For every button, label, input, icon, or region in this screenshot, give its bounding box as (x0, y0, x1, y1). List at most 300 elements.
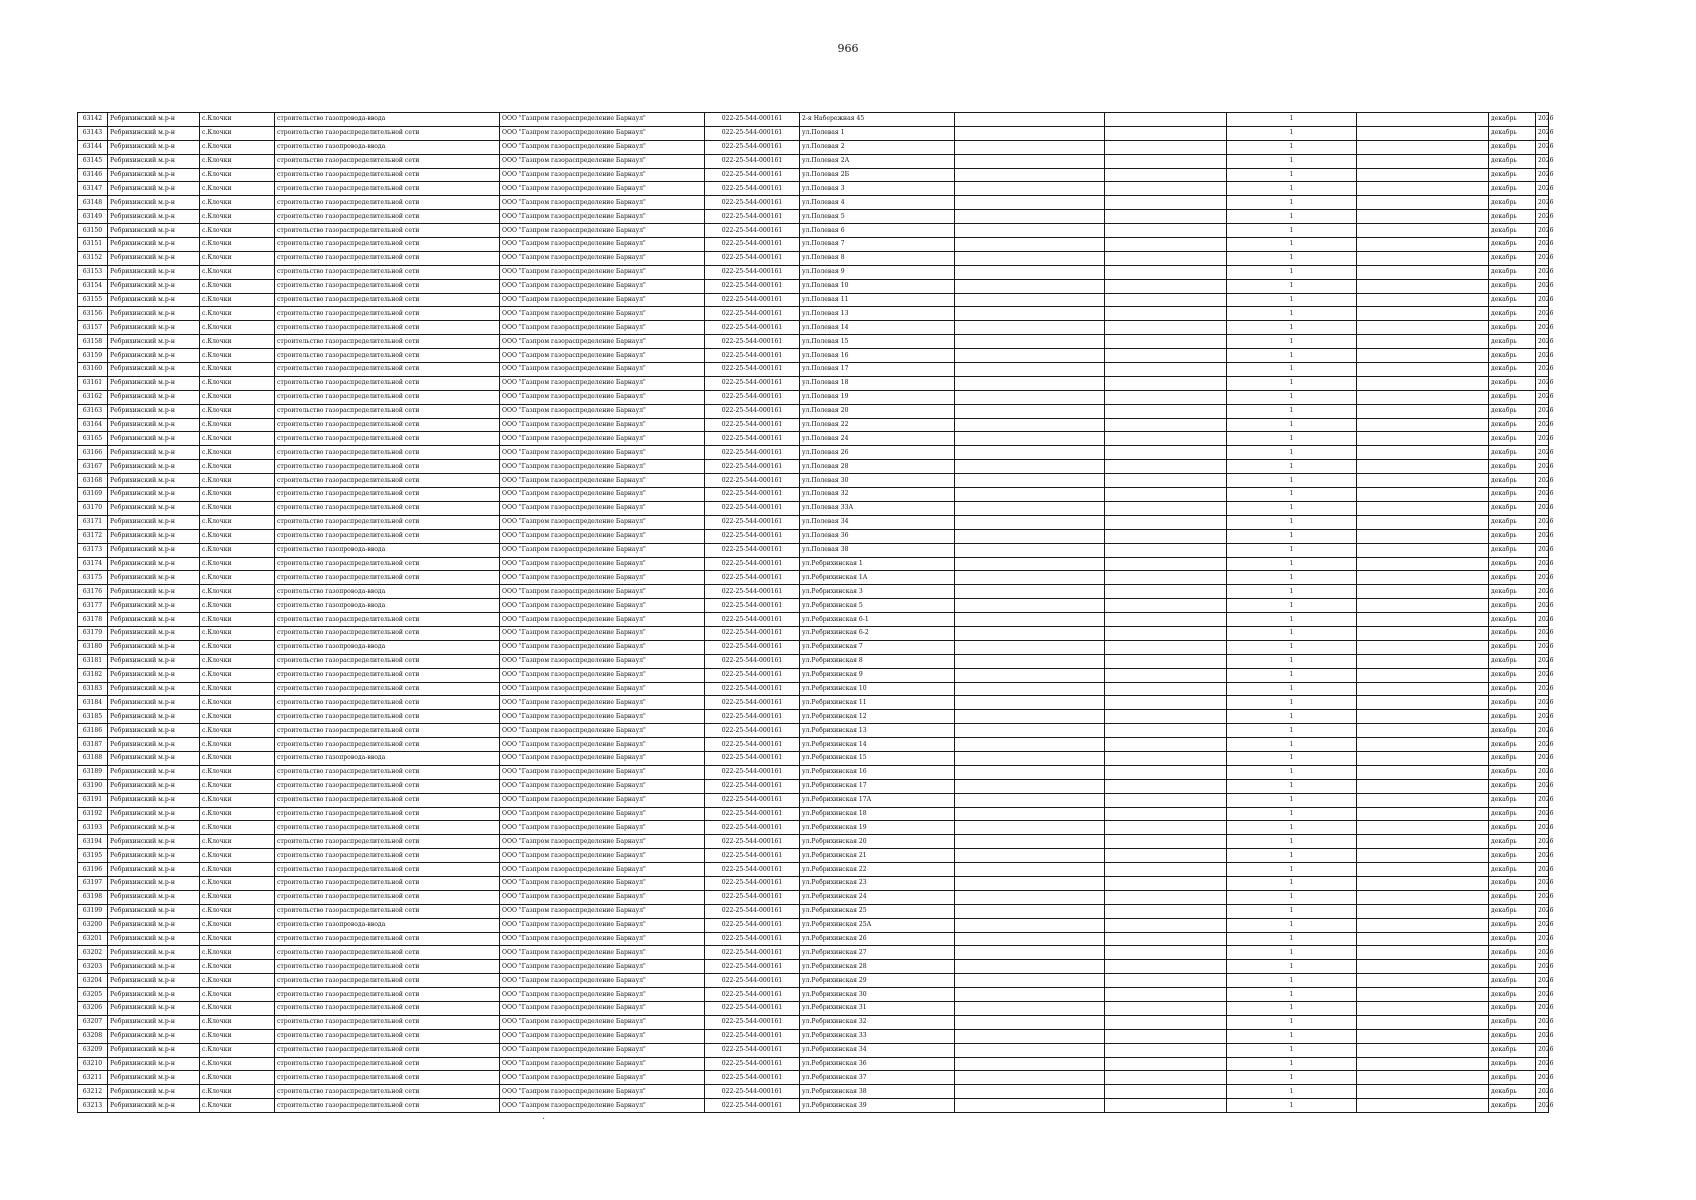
district-cell: Ребрихинский м.р-н (108, 599, 200, 613)
table-row (78, 335, 1549, 349)
year-cell: 2026 (1536, 349, 1549, 363)
month-cell: декабрь (1489, 904, 1536, 918)
row-number-cell: 63180 (78, 640, 108, 654)
empty-cell (1357, 154, 1489, 168)
table-row (78, 765, 1549, 779)
quantity-cell: 1 (1227, 1015, 1357, 1029)
empty-cell (955, 724, 1105, 738)
work-type-cell: строительство газораспределительной сети (275, 557, 500, 571)
empty-cell (1105, 168, 1227, 182)
year-cell: 2026 (1536, 918, 1549, 932)
table-row (78, 168, 1549, 182)
empty-cell (1105, 571, 1227, 585)
organization-cell: ООО "Газпром газораспределение Барнаул" (500, 876, 705, 890)
address-cell: ул.Ребрихинская 17 (800, 779, 955, 793)
address-cell: ул.Полевая 26 (800, 446, 955, 460)
row-number-cell: 63203 (78, 960, 108, 974)
organization-cell: ООО "Газпром газораспределение Барнаул" (500, 765, 705, 779)
empty-cell (955, 501, 1105, 515)
empty-cell (1357, 640, 1489, 654)
empty-cell (955, 585, 1105, 599)
organization-cell: ООО "Газпром газораспределение Барнаул" (500, 1002, 705, 1016)
empty-cell (1105, 1071, 1227, 1085)
table-row (78, 918, 1549, 932)
table-row (78, 876, 1549, 890)
work-type-cell: строительство газораспределительной сети (275, 474, 500, 488)
district-cell: Ребрихинский м.р-н (108, 876, 200, 890)
address-cell: ул.Ребрихинская 18 (800, 807, 955, 821)
registry-number-cell: 022-25-544-000161 (705, 932, 800, 946)
year-cell: 2026 (1536, 613, 1549, 627)
year-cell: 2026 (1536, 182, 1549, 196)
empty-cell (1357, 946, 1489, 960)
district-cell: Ребрихинский м.р-н (108, 585, 200, 599)
settlement-cell: с.Клочки (200, 835, 275, 849)
row-number-cell: 63187 (78, 738, 108, 752)
settlement-cell: с.Клочки (200, 863, 275, 877)
empty-cell (1105, 182, 1227, 196)
year-cell: 2026 (1536, 640, 1549, 654)
row-number-cell: 63198 (78, 890, 108, 904)
empty-cell (955, 974, 1105, 988)
empty-cell (1357, 557, 1489, 571)
empty-cell (955, 474, 1105, 488)
month-cell: декабрь (1489, 140, 1536, 154)
empty-cell (1105, 613, 1227, 627)
empty-cell (1357, 807, 1489, 821)
organization-cell: ООО "Газпром газораспределение Барнаул" (500, 515, 705, 529)
work-type-cell: строительство газораспределительной сети (275, 765, 500, 779)
month-cell: декабрь (1489, 974, 1536, 988)
district-cell: Ребрихинский м.р-н (108, 1002, 200, 1016)
settlement-cell: с.Клочки (200, 529, 275, 543)
settlement-cell: с.Клочки (200, 779, 275, 793)
quantity-cell: 1 (1227, 960, 1357, 974)
table-row (78, 293, 1549, 307)
month-cell: декабрь (1489, 613, 1536, 627)
empty-cell (1357, 571, 1489, 585)
district-cell: Ребрихинский м.р-н (108, 224, 200, 238)
table-row (78, 904, 1549, 918)
table-row (78, 279, 1549, 293)
empty-cell (1357, 682, 1489, 696)
district-cell: Ребрихинский м.р-н (108, 335, 200, 349)
table-row (78, 251, 1549, 265)
settlement-cell: с.Клочки (200, 1043, 275, 1057)
organization-cell: ООО "Газпром газораспределение Барнаул" (500, 1015, 705, 1029)
work-type-cell: строительство газопровода-ввода (275, 640, 500, 654)
address-cell: ул.Ребрихинская 34 (800, 1043, 955, 1057)
year-cell: 2026 (1536, 946, 1549, 960)
settlement-cell: с.Клочки (200, 974, 275, 988)
quantity-cell: 1 (1227, 376, 1357, 390)
address-cell: ул.Полевая 34 (800, 515, 955, 529)
table-row (78, 821, 1549, 835)
page-number: 966 (837, 42, 859, 55)
row-number-cell: 63159 (78, 349, 108, 363)
empty-cell (955, 640, 1105, 654)
year-cell: 2026 (1536, 1071, 1549, 1085)
year-cell: 2026 (1536, 904, 1549, 918)
empty-cell (1357, 1015, 1489, 1029)
empty-cell (1105, 363, 1227, 377)
settlement-cell: с.Клочки (200, 126, 275, 140)
organization-cell: ООО "Газпром газораспределение Барнаул" (500, 654, 705, 668)
work-type-cell: строительство газораспределительной сети (275, 251, 500, 265)
month-cell: декабрь (1489, 1099, 1536, 1113)
month-cell: декабрь (1489, 724, 1536, 738)
work-type-cell: строительство газораспределительной сети (275, 849, 500, 863)
quantity-cell: 1 (1227, 557, 1357, 571)
month-cell: декабрь (1489, 863, 1536, 877)
organization-cell: ООО "Газпром газораспределение Барнаул" (500, 946, 705, 960)
empty-cell (955, 140, 1105, 154)
year-cell: 2026 (1536, 390, 1549, 404)
registry-number-cell: 022-25-544-000161 (705, 154, 800, 168)
district-cell: Ребрихинский м.р-н (108, 251, 200, 265)
row-number-cell: 63158 (78, 335, 108, 349)
month-cell: декабрь (1489, 154, 1536, 168)
registry-number-cell: 022-25-544-000161 (705, 751, 800, 765)
table-row (78, 960, 1549, 974)
settlement-cell: с.Клочки (200, 751, 275, 765)
district-cell: Ребрихинский м.р-н (108, 307, 200, 321)
quantity-cell: 1 (1227, 1085, 1357, 1099)
empty-cell (955, 460, 1105, 474)
year-cell: 2026 (1536, 890, 1549, 904)
empty-cell (955, 599, 1105, 613)
quantity-cell: 1 (1227, 738, 1357, 752)
empty-cell (1357, 210, 1489, 224)
work-type-cell: строительство газораспределительной сети (275, 710, 500, 724)
table-row (78, 807, 1549, 821)
year-cell: 2026 (1536, 279, 1549, 293)
organization-cell: ООО "Газпром газораспределение Барнаул" (500, 154, 705, 168)
table-row (78, 585, 1549, 599)
registry-number-cell: 022-25-544-000161 (705, 904, 800, 918)
organization-cell: ООО "Газпром газораспределение Барнаул" (500, 224, 705, 238)
quantity-cell: 1 (1227, 404, 1357, 418)
month-cell: декабрь (1489, 390, 1536, 404)
quantity-cell: 1 (1227, 585, 1357, 599)
district-cell: Ребрихинский м.р-н (108, 849, 200, 863)
year-cell: 2026 (1536, 876, 1549, 890)
organization-cell: ООО "Газпром газораспределение Барнаул" (500, 140, 705, 154)
empty-cell (1357, 335, 1489, 349)
registry-number-cell: 022-25-544-000161 (705, 321, 800, 335)
empty-cell (955, 765, 1105, 779)
address-cell: ул.Ребрихинская 9 (800, 668, 955, 682)
work-type-cell: строительство газораспределительной сети (275, 613, 500, 627)
quantity-cell: 1 (1227, 140, 1357, 154)
empty-cell (955, 126, 1105, 140)
table-row (78, 779, 1549, 793)
empty-cell (1357, 751, 1489, 765)
district-cell: Ребрихинский м.р-н (108, 1057, 200, 1071)
year-cell: 2026 (1536, 974, 1549, 988)
empty-cell (955, 307, 1105, 321)
address-cell: ул.Ребрихинская 36 (800, 1057, 955, 1071)
table-row (78, 1071, 1549, 1085)
registry-number-cell: 022-25-544-000161 (705, 890, 800, 904)
month-cell: декабрь (1489, 446, 1536, 460)
table-row (78, 1099, 1549, 1113)
settlement-cell: с.Клочки (200, 418, 275, 432)
organization-cell: ООО "Газпром газораспределение Барнаул" (500, 446, 705, 460)
address-cell: ул.Ребрихинская 29 (800, 974, 955, 988)
settlement-cell: с.Клочки (200, 1057, 275, 1071)
organization-cell: ООО "Газпром газораспределение Барнаул" (500, 1099, 705, 1113)
empty-cell (1105, 279, 1227, 293)
work-type-cell: строительство газораспределительной сети (275, 1015, 500, 1029)
work-type-cell: строительство газораспределительной сети (275, 779, 500, 793)
row-number-cell: 63189 (78, 765, 108, 779)
settlement-cell: с.Клочки (200, 460, 275, 474)
empty-cell (1105, 238, 1227, 252)
table-row (78, 432, 1549, 446)
settlement-cell: с.Клочки (200, 210, 275, 224)
empty-cell (1357, 793, 1489, 807)
work-type-cell: строительство газораспределительной сети (275, 988, 500, 1002)
empty-cell (955, 251, 1105, 265)
district-cell: Ребрихинский м.р-н (108, 557, 200, 571)
empty-cell (1357, 585, 1489, 599)
year-cell: 2026 (1536, 682, 1549, 696)
settlement-cell: с.Клочки (200, 807, 275, 821)
address-cell: ул.Ребрихинская 3 (800, 585, 955, 599)
registry-number-cell: 022-25-544-000161 (705, 849, 800, 863)
empty-cell (1357, 321, 1489, 335)
empty-cell (1105, 918, 1227, 932)
empty-cell (1357, 349, 1489, 363)
registry-number-cell: 022-25-544-000161 (705, 210, 800, 224)
work-type-cell: строительство газораспределительной сети (275, 432, 500, 446)
empty-cell (1105, 335, 1227, 349)
registry-number-cell: 022-25-544-000161 (705, 571, 800, 585)
quantity-cell: 1 (1227, 1071, 1357, 1085)
registry-number-cell: 022-25-544-000161 (705, 196, 800, 210)
row-number-cell: 63181 (78, 654, 108, 668)
month-cell: декабрь (1489, 196, 1536, 210)
address-cell: ул.Ребрихинская 20 (800, 835, 955, 849)
registry-number-cell: 022-25-544-000161 (705, 1099, 800, 1113)
organization-cell: ООО "Газпром газораспределение Барнаул" (500, 807, 705, 821)
month-cell: декабрь (1489, 738, 1536, 752)
empty-cell (1357, 1071, 1489, 1085)
empty-cell (1357, 626, 1489, 640)
row-number-cell: 63163 (78, 404, 108, 418)
month-cell: декабрь (1489, 251, 1536, 265)
row-number-cell: 63172 (78, 529, 108, 543)
empty-cell (955, 751, 1105, 765)
empty-cell (1105, 890, 1227, 904)
table-row (78, 988, 1549, 1002)
year-cell: 2026 (1536, 1015, 1549, 1029)
district-cell: Ребрихинский м.р-н (108, 265, 200, 279)
address-cell: ул.Полевая 10 (800, 279, 955, 293)
month-cell: декабрь (1489, 946, 1536, 960)
settlement-cell: с.Клочки (200, 154, 275, 168)
empty-cell (1357, 724, 1489, 738)
address-cell: ул.Полевая 19 (800, 390, 955, 404)
work-type-cell: строительство газораспределительной сети (275, 1002, 500, 1016)
work-type-cell: строительство газораспределительной сети (275, 390, 500, 404)
empty-cell (1357, 779, 1489, 793)
address-cell: ул.Ребрихинская 25 (800, 904, 955, 918)
organization-cell: ООО "Газпром газораспределение Барнаул" (500, 835, 705, 849)
work-type-cell: строительство газораспределительной сети (275, 904, 500, 918)
empty-cell (1357, 904, 1489, 918)
empty-cell (955, 1043, 1105, 1057)
address-cell: ул.Ребрихинская 30 (800, 988, 955, 1002)
settlement-cell: с.Клочки (200, 613, 275, 627)
year-cell: 2026 (1536, 807, 1549, 821)
work-type-cell: строительство газораспределительной сети (275, 960, 500, 974)
settlement-cell: с.Клочки (200, 890, 275, 904)
work-type-cell: строительство газораспределительной сети (275, 335, 500, 349)
district-cell: Ребрихинский м.р-н (108, 988, 200, 1002)
address-cell: ул.Ребрихинская 31 (800, 1002, 955, 1016)
settlement-cell: с.Клочки (200, 932, 275, 946)
row-number-cell: 63199 (78, 904, 108, 918)
organization-cell: ООО "Газпром газораспределение Барнаул" (500, 640, 705, 654)
year-cell: 2026 (1536, 738, 1549, 752)
empty-cell (955, 224, 1105, 238)
table-row (78, 1043, 1549, 1057)
district-cell: Ребрихинский м.р-н (108, 710, 200, 724)
registry-number-cell: 022-25-544-000161 (705, 488, 800, 502)
address-cell: ул.Полевая 33А (800, 501, 955, 515)
address-cell: ул.Полевая 24 (800, 432, 955, 446)
table-row (78, 863, 1549, 877)
settlement-cell: с.Клочки (200, 1029, 275, 1043)
settlement-cell: с.Клочки (200, 474, 275, 488)
address-cell: ул.Ребрихинская 21 (800, 849, 955, 863)
work-type-cell: строительство газораспределительной сети (275, 376, 500, 390)
registry-number-cell: 022-25-544-000161 (705, 1002, 800, 1016)
empty-cell (1357, 863, 1489, 877)
year-cell: 2026 (1536, 501, 1549, 515)
empty-cell (1105, 251, 1227, 265)
district-cell: Ребрихинский м.р-н (108, 904, 200, 918)
district-cell: Ребрихинский м.р-н (108, 404, 200, 418)
table-row (78, 515, 1549, 529)
organization-cell: ООО "Газпром газораспределение Барнаул" (500, 932, 705, 946)
empty-cell (1357, 668, 1489, 682)
quantity-cell: 1 (1227, 210, 1357, 224)
work-type-cell: строительство газораспределительной сети (275, 890, 500, 904)
empty-cell (1105, 710, 1227, 724)
empty-cell (1357, 363, 1489, 377)
quantity-cell: 1 (1227, 432, 1357, 446)
empty-cell (1357, 529, 1489, 543)
address-cell: ул.Ребрихинская 27 (800, 946, 955, 960)
organization-cell: ООО "Газпром газораспределение Барнаул" (500, 571, 705, 585)
year-cell: 2026 (1536, 849, 1549, 863)
empty-cell (955, 1085, 1105, 1099)
work-type-cell: строительство газораспределительной сети (275, 418, 500, 432)
month-cell: декабрь (1489, 224, 1536, 238)
organization-cell: ООО "Газпром газораспределение Барнаул" (500, 738, 705, 752)
month-cell: декабрь (1489, 474, 1536, 488)
month-cell: декабрь (1489, 640, 1536, 654)
month-cell: декабрь (1489, 932, 1536, 946)
table-row (78, 599, 1549, 613)
month-cell: декабрь (1489, 988, 1536, 1002)
organization-cell: ООО "Газпром газораспределение Барнаул" (500, 1085, 705, 1099)
address-cell: ул.Полевая 18 (800, 376, 955, 390)
row-number-cell: 63190 (78, 779, 108, 793)
organization-cell: ООО "Газпром газораспределение Барнаул" (500, 779, 705, 793)
empty-cell (1357, 710, 1489, 724)
row-number-cell: 63175 (78, 571, 108, 585)
empty-cell (1357, 460, 1489, 474)
table-row (78, 460, 1549, 474)
organization-cell: ООО "Газпром газораспределение Барнаул" (500, 307, 705, 321)
district-cell: Ребрихинский м.р-н (108, 668, 200, 682)
organization-cell: ООО "Газпром газораспределение Барнаул" (500, 613, 705, 627)
empty-cell (1105, 140, 1227, 154)
empty-cell (955, 668, 1105, 682)
organization-cell: ООО "Газпром газораспределение Барнаул" (500, 890, 705, 904)
registry-number-cell: 022-25-544-000161 (705, 251, 800, 265)
address-cell: ул.Ребрихинская 39 (800, 1099, 955, 1113)
work-type-cell: строительство газораспределительной сети (275, 265, 500, 279)
empty-cell (1357, 932, 1489, 946)
work-type-cell: строительство газопровода-ввода (275, 918, 500, 932)
empty-cell (955, 182, 1105, 196)
empty-cell (955, 210, 1105, 224)
settlement-cell: с.Клочки (200, 626, 275, 640)
empty-cell (1105, 557, 1227, 571)
row-number-cell: 63145 (78, 154, 108, 168)
work-type-cell: строительство газораспределительной сети (275, 210, 500, 224)
year-cell: 2026 (1536, 363, 1549, 377)
address-cell: ул.Ребрихинская 7 (800, 640, 955, 654)
empty-cell (1357, 474, 1489, 488)
empty-cell (1105, 960, 1227, 974)
quantity-cell: 1 (1227, 890, 1357, 904)
quantity-cell: 1 (1227, 349, 1357, 363)
organization-cell: ООО "Газпром газораспределение Барнаул" (500, 682, 705, 696)
registry-number-cell: 022-25-544-000161 (705, 807, 800, 821)
quantity-cell: 1 (1227, 751, 1357, 765)
table-row (78, 390, 1549, 404)
quantity-cell: 1 (1227, 835, 1357, 849)
settlement-cell: с.Клочки (200, 543, 275, 557)
empty-cell (1105, 682, 1227, 696)
district-cell: Ребрихинский м.р-н (108, 126, 200, 140)
table-row (78, 710, 1549, 724)
year-cell: 2026 (1536, 1057, 1549, 1071)
empty-cell (1105, 585, 1227, 599)
year-cell: 2026 (1536, 126, 1549, 140)
empty-cell (1105, 321, 1227, 335)
settlement-cell: с.Клочки (200, 738, 275, 752)
settlement-cell: с.Клочки (200, 1015, 275, 1029)
year-cell: 2026 (1536, 488, 1549, 502)
empty-cell (1105, 738, 1227, 752)
year-cell: 2026 (1536, 446, 1549, 460)
quantity-cell: 1 (1227, 640, 1357, 654)
empty-cell (1105, 154, 1227, 168)
work-type-cell: строительство газопровода-ввода (275, 140, 500, 154)
work-type-cell: строительство газораспределительной сети (275, 515, 500, 529)
year-cell: 2026 (1536, 960, 1549, 974)
registry-number-cell: 022-25-544-000161 (705, 946, 800, 960)
empty-cell (1105, 293, 1227, 307)
empty-cell (1357, 501, 1489, 515)
